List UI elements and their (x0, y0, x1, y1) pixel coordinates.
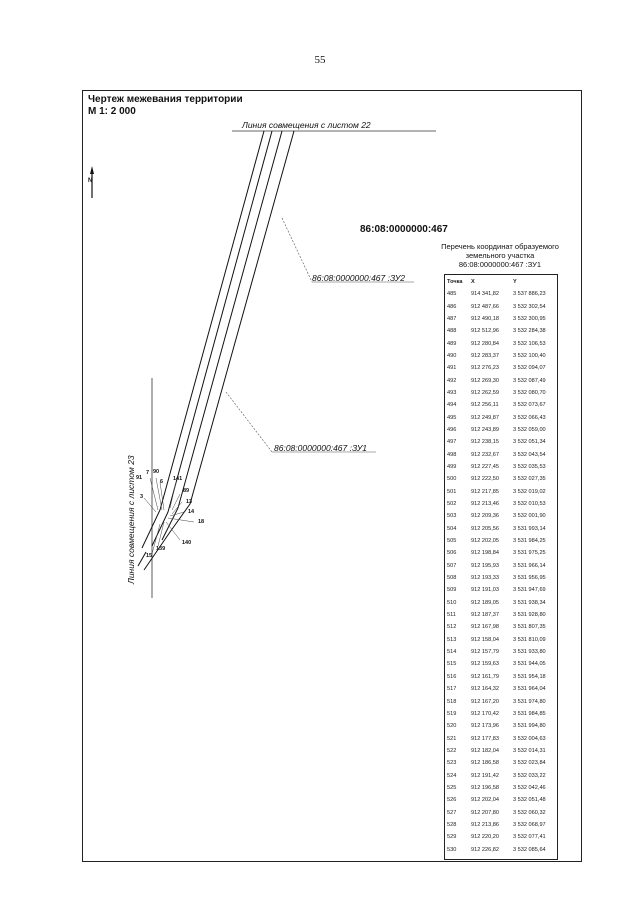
point-label: 140 (182, 540, 192, 546)
corridor-line-4 (144, 131, 294, 570)
cell-x: 912 487,66 (471, 303, 499, 310)
cell-point: 517 (447, 686, 457, 693)
cell-x: 912 256,11 (471, 402, 499, 409)
table-row (445, 288, 557, 300)
table-row (445, 523, 557, 535)
north-label: N (88, 178, 93, 184)
cell-x: 912 189,05 (471, 599, 499, 606)
cell-point: 502 (447, 501, 457, 508)
cell-point: 516 (447, 673, 457, 680)
cell-x: 912 227,45 (471, 463, 499, 470)
table-row (445, 461, 557, 473)
table-row (445, 745, 557, 757)
north-arrow-icon (90, 166, 94, 174)
cell-y: 3 532 068,97 (513, 821, 546, 828)
cell-point: 514 (447, 649, 457, 656)
parcel-number: 86:08:0000000:467 (360, 224, 448, 235)
table-row (445, 399, 557, 411)
title-line-1: Чертеж межевания территории (88, 94, 243, 105)
cell-y: 3 532 019,02 (513, 488, 546, 495)
point-label: 18 (198, 519, 205, 525)
cell-point: 524 (447, 772, 457, 779)
table-row (445, 498, 557, 510)
cell-y: 3 532 085,64 (513, 846, 546, 853)
coordinate-table-box (444, 274, 558, 860)
cell-y: 3 531 984,25 (513, 538, 546, 545)
callout-zu2: 86:08:0000000:467 :ЗУ2 (312, 273, 405, 283)
cell-x: 912 205,56 (471, 525, 499, 532)
cell-point: 504 (447, 525, 457, 532)
coordinate-list-title (426, 242, 574, 269)
table-header-row (445, 275, 557, 288)
coordinate-table (445, 275, 557, 856)
table-row (445, 424, 557, 436)
cell-point: 508 (447, 575, 457, 582)
cell-y: 3 532 035,53 (513, 463, 546, 470)
point-label: 90 (153, 469, 160, 475)
cell-x: 912 213,86 (471, 821, 499, 828)
cell-point: 530 (447, 846, 457, 853)
cell-point: 515 (447, 661, 457, 668)
point-label: 141 (173, 476, 183, 482)
cell-x: 912 220,20 (471, 834, 499, 841)
cell-x: 912 193,33 (471, 575, 499, 582)
cell-y: 3 531 974,80 (513, 698, 546, 705)
list-title-line-3: 86:08:0000000:467 :ЗУ1 (458, 260, 542, 269)
header-y: Y (513, 278, 517, 285)
table-row (445, 313, 557, 325)
cell-y: 3 532 023,84 (513, 760, 546, 767)
cell-y: 3 531 956,95 (513, 575, 546, 582)
cell-x: 912 157,79 (471, 649, 499, 656)
cell-y: 3 532 284,38 (513, 328, 546, 335)
header-point: Точка (447, 278, 463, 285)
table-row (445, 448, 557, 460)
table-row (445, 337, 557, 349)
table-row (445, 695, 557, 707)
cell-point: 498 (447, 451, 457, 458)
table-row (445, 411, 557, 423)
cell-y: 3 532 073,67 (513, 402, 546, 409)
header-x: X (471, 278, 475, 285)
point-label: 139 (156, 546, 166, 552)
cell-x: 912 202,05 (471, 538, 499, 545)
cell-point: 519 (447, 710, 457, 717)
cell-y: 3 532 051,34 (513, 439, 546, 446)
cell-point: 494 (447, 402, 457, 409)
cell-x: 912 182,04 (471, 747, 499, 754)
cell-x: 912 191,03 (471, 587, 499, 594)
cell-point: 512 (447, 624, 457, 631)
cell-point: 485 (447, 291, 457, 298)
cell-point: 518 (447, 698, 457, 705)
cell-y: 3 532 094,07 (513, 365, 546, 372)
cell-x: 914 341,82 (471, 291, 499, 298)
sheet-line-top-label: Линия совмещения с листом 22 (242, 120, 371, 130)
corridor-line-2 (152, 131, 272, 546)
cell-point: 522 (447, 747, 457, 754)
list-title-line-2: земельного участка (465, 251, 535, 260)
cell-y: 3 532 027,35 (513, 476, 546, 483)
cell-x: 912 217,85 (471, 488, 499, 495)
cell-x: 912 222,50 (471, 476, 499, 483)
table-row (445, 436, 557, 448)
table-row (445, 510, 557, 522)
cell-x: 912 232,67 (471, 451, 499, 458)
cell-x: 912 280,84 (471, 340, 499, 347)
cell-y: 3 532 066,43 (513, 414, 546, 421)
cell-point: 509 (447, 587, 457, 594)
table-row (445, 473, 557, 485)
cell-point: 506 (447, 550, 457, 557)
table-row (445, 609, 557, 621)
cell-y: 3 531 944,05 (513, 661, 546, 668)
cell-y: 3 532 302,54 (513, 303, 546, 310)
cell-point: 500 (447, 476, 457, 483)
cell-x: 912 187,37 (471, 612, 499, 619)
cell-y: 3 532 014,31 (513, 747, 546, 754)
table-row (445, 819, 557, 831)
table-row (445, 547, 557, 559)
table-row (445, 387, 557, 399)
corridor-tail (138, 552, 146, 566)
table-row (445, 350, 557, 362)
table-row (445, 658, 557, 670)
cell-x: 912 167,20 (471, 698, 499, 705)
cell-point: 503 (447, 513, 457, 520)
cell-point: 487 (447, 315, 457, 322)
cell-y: 3 532 100,40 (513, 352, 546, 359)
table-row (445, 671, 557, 683)
cell-point: 528 (447, 821, 457, 828)
cell-y: 3 531 975,25 (513, 550, 546, 557)
point-label: 89 (183, 488, 190, 494)
list-title-line-1: Перечень координат образуемого (441, 242, 559, 251)
table-row (445, 720, 557, 732)
cell-x: 912 276,23 (471, 365, 499, 372)
cell-y: 3 532 042,46 (513, 784, 546, 791)
table-row (445, 843, 557, 855)
cell-x: 912 167,98 (471, 624, 499, 631)
table-row (445, 362, 557, 374)
table-row (445, 300, 557, 312)
cell-x: 912 283,37 (471, 352, 499, 359)
cell-y: 3 532 080,70 (513, 389, 546, 396)
cell-point: 525 (447, 784, 457, 791)
cell-y: 3 532 087,49 (513, 377, 546, 384)
point-label: 13 (186, 499, 193, 505)
table-row (445, 646, 557, 658)
cell-point: 491 (447, 365, 457, 372)
cell-x: 912 173,96 (471, 723, 499, 730)
cell-point: 520 (447, 723, 457, 730)
cell-point: 497 (447, 439, 457, 446)
cell-x: 912 158,04 (471, 636, 499, 643)
cell-y: 3 531 928,80 (513, 612, 546, 619)
table-row (445, 325, 557, 337)
cell-y: 3 531 984,85 (513, 710, 546, 717)
cell-point: 490 (447, 352, 457, 359)
point-label: 14 (188, 509, 195, 515)
leader-zu2 (282, 218, 312, 282)
point-label: 7 (146, 470, 150, 476)
cell-x: 912 161,79 (471, 673, 499, 680)
cell-x: 912 207,80 (471, 809, 499, 816)
table-row (445, 572, 557, 584)
point-label: 91 (136, 475, 143, 481)
cell-point: 511 (447, 612, 456, 619)
cell-x: 912 198,84 (471, 550, 499, 557)
cell-x: 912 196,58 (471, 784, 499, 791)
table-row (445, 621, 557, 633)
scale-label: М 1: 2 000 (88, 106, 136, 117)
cell-x: 912 269,30 (471, 377, 499, 384)
cell-point: 499 (447, 463, 457, 470)
sheet-line-left-label: Линия совмещения с листом 23 (126, 455, 136, 584)
table-row (445, 560, 557, 572)
cell-x: 912 186,58 (471, 760, 499, 767)
table-row (445, 634, 557, 646)
cell-y: 3 531 993,14 (513, 525, 546, 532)
cell-x: 912 191,42 (471, 772, 499, 779)
cell-point: 523 (447, 760, 457, 767)
cell-x: 912 249,87 (471, 414, 499, 421)
cell-x: 912 490,18 (471, 315, 499, 322)
cell-x: 912 213,46 (471, 501, 499, 508)
table-row (445, 757, 557, 769)
cell-x: 912 512,96 (471, 328, 499, 335)
cell-y: 3 531 947,69 (513, 587, 546, 594)
cell-y: 3 531 938,34 (513, 599, 546, 606)
cell-point: 493 (447, 389, 457, 396)
cell-y: 3 531 954,18 (513, 673, 546, 680)
cell-y: 3 532 010,53 (513, 501, 546, 508)
table-row (445, 584, 557, 596)
cell-y: 3 531 964,04 (513, 686, 546, 693)
cell-y: 3 532 300,95 (513, 315, 546, 322)
cell-x: 912 195,93 (471, 562, 499, 569)
table-row (445, 732, 557, 744)
cell-x: 912 238,15 (471, 439, 499, 446)
cell-point: 529 (447, 834, 457, 841)
page-number: 55 (314, 54, 326, 66)
cell-point: 526 (447, 797, 457, 804)
table-row (445, 535, 557, 547)
cell-y: 3 532 004,63 (513, 735, 546, 742)
table-row (445, 683, 557, 695)
callout-zu1: 86:08:0000000:467 :ЗУ1 (274, 443, 367, 453)
coordinate-table-body (445, 288, 557, 856)
table-row (445, 374, 557, 386)
cell-y: 3 537 886,23 (513, 291, 546, 298)
cell-x: 912 202,04 (471, 797, 499, 804)
cell-x: 912 262,59 (471, 389, 499, 396)
cell-point: 505 (447, 538, 457, 545)
cell-y: 3 532 059,00 (513, 426, 546, 433)
cell-y: 3 532 051,48 (513, 797, 546, 804)
point-label: 6 (160, 479, 164, 485)
table-row (445, 831, 557, 843)
cell-y: 3 531 807,35 (513, 624, 546, 631)
cell-point: 486 (447, 303, 457, 310)
point-label: 15 (146, 553, 153, 559)
cell-point: 513 (447, 636, 457, 643)
cell-x: 912 226,82 (471, 846, 499, 853)
table-row (445, 597, 557, 609)
table-row (445, 794, 557, 806)
cell-x: 912 159,63 (471, 661, 499, 668)
cell-y: 3 532 106,53 (513, 340, 546, 347)
cell-point: 492 (447, 377, 457, 384)
cell-y: 3 532 043,54 (513, 451, 546, 458)
cell-point: 489 (447, 340, 457, 347)
cell-x: 912 209,36 (471, 513, 499, 520)
cell-y: 3 532 077,41 (513, 834, 546, 841)
cell-y: 3 532 001,90 (513, 513, 546, 520)
cell-y: 3 531 933,80 (513, 649, 546, 656)
table-row (445, 486, 557, 498)
table-row (445, 769, 557, 781)
table-row (445, 708, 557, 720)
cell-point: 507 (447, 562, 457, 569)
leader-zu1 (226, 392, 272, 452)
cell-point: 496 (447, 426, 457, 433)
cell-x: 912 243,89 (471, 426, 499, 433)
point-label: 3 (140, 494, 144, 500)
table-row (445, 782, 557, 794)
cell-point: 521 (447, 735, 457, 742)
cell-point: 488 (447, 328, 457, 335)
cell-point: 495 (447, 414, 457, 421)
cell-point: 527 (447, 809, 457, 816)
cell-x: 912 177,83 (471, 735, 499, 742)
cell-point: 510 (447, 599, 457, 606)
cell-y: 3 532 060,32 (513, 809, 546, 816)
table-row (445, 806, 557, 818)
cell-y: 3 531 810,09 (513, 636, 546, 643)
cell-point: 501 (447, 488, 457, 495)
cell-x: 912 164,32 (471, 686, 499, 693)
cell-y: 3 532 033,22 (513, 772, 546, 779)
cell-y: 3 531 994,80 (513, 723, 546, 730)
cell-y: 3 531 966,14 (513, 562, 546, 569)
cell-x: 912 170,42 (471, 710, 499, 717)
